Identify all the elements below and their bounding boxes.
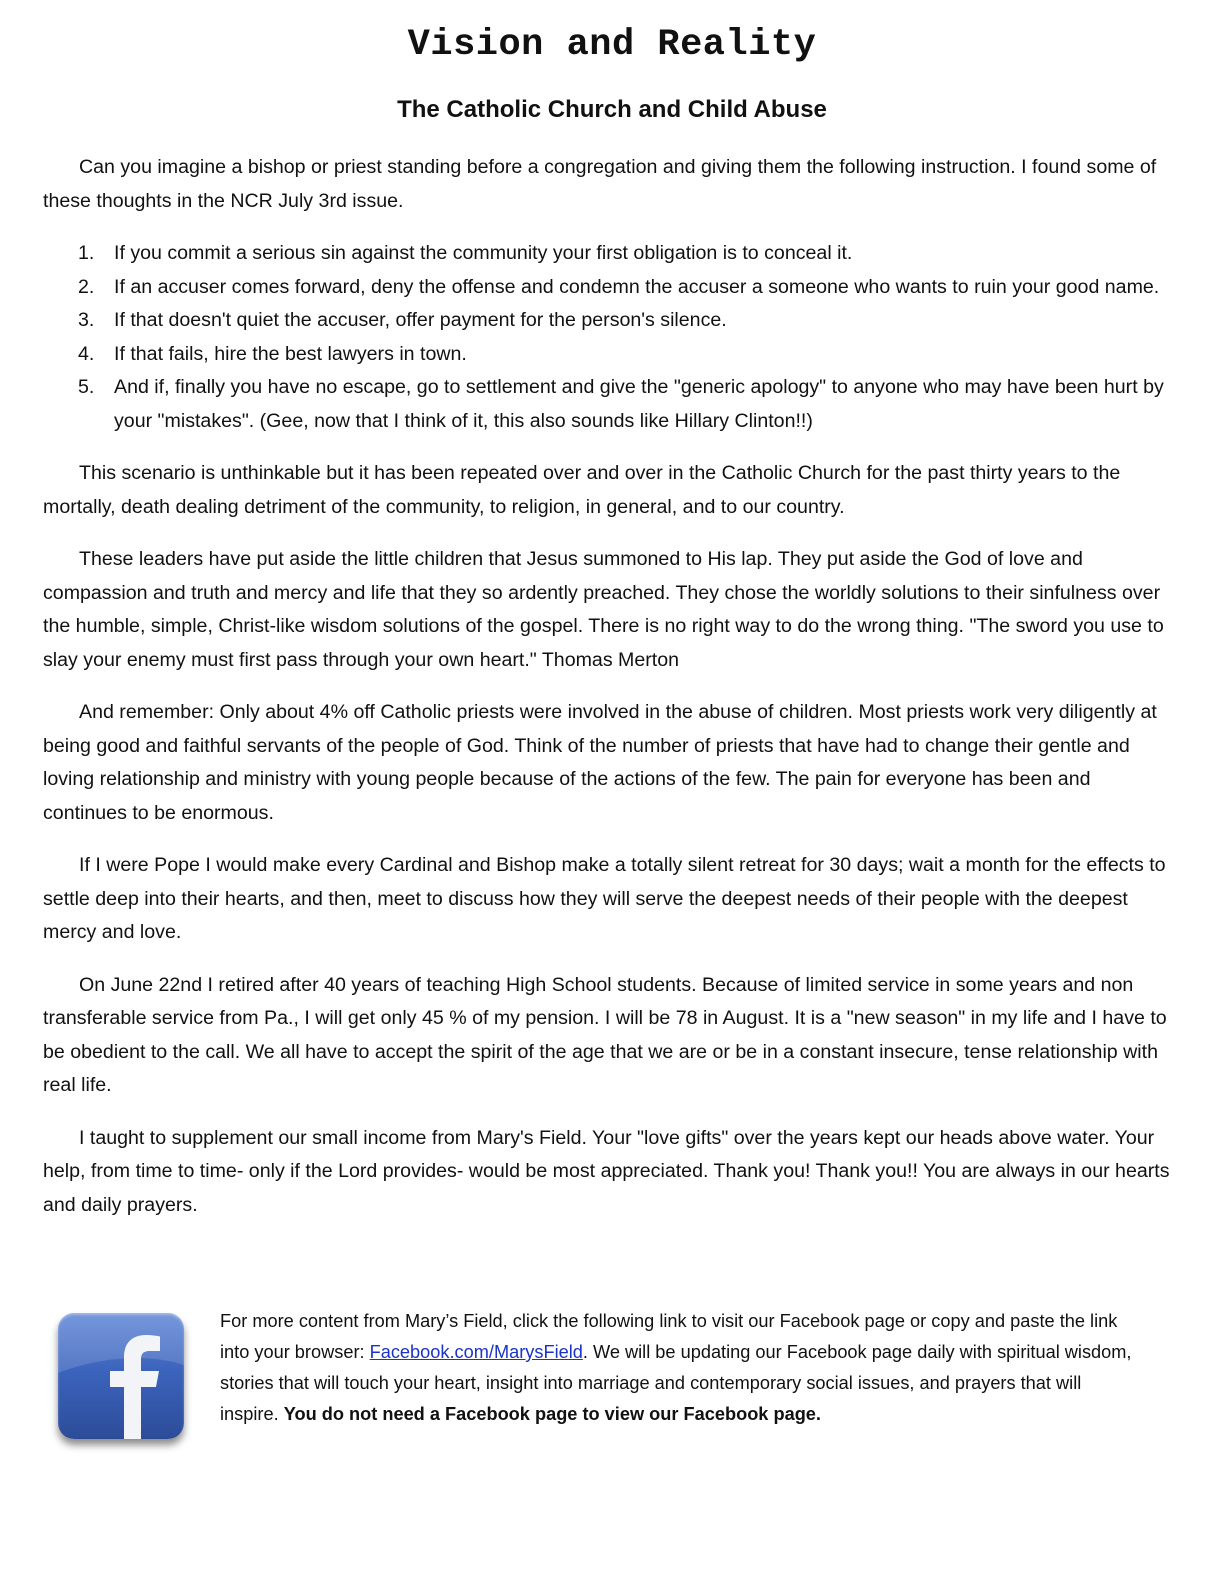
footer-text	[220, 1306, 1140, 1430]
list-item	[43, 304, 1175, 338]
list-item-text: And if, finally you have no escape, go to settlement and give the "generic apology" to anyone who may have been hurt by your "mistakes". (Gee, now that I think of it, this also sounds like Hillary Clinton!!)	[114, 376, 1164, 432]
list-item-number: 4.	[78, 342, 95, 365]
paragraph-retired: On June 22nd I retired after 40 years of teaching High School students. Because of limited service in some years and non transferable service from Pa., I will get only 45 % of my pension. I will be 78 in August. It is a "new season" in my life and I have to be obedient to the call. We all have to accept the spirit of the age that we are or be in a constant insecure, tense relationship with real life.	[43, 973, 1167, 1096]
list-item-number: 3.	[78, 309, 95, 331]
paragraph-pope: If I were Pope I would make every Cardinal and Bishop make a totally silent retreat for 30 days; wait a month for the effects to settle deep into their hearts, and then, meet to discuss how they will serve the deepest needs of their people with the deepest mercy and love.	[43, 854, 1166, 943]
page-title: Vision and Reality	[407, 24, 817, 66]
facebook-link[interactable]: Facebook.com/MarysField	[369, 1342, 583, 1362]
list-item-text: If you commit a serious sin against the community your first obligation is to conceal it.	[114, 242, 853, 264]
list-item	[43, 271, 1175, 305]
footer-text-intro: For more content from Mary’s Field, click the following link to visit our Facebook page or copy and paste the link into your browser:	[220, 1311, 1118, 1362]
paragraph-thanks: I taught to supplement our small income from Mary's Field. Your "love gifts" over the years kept our heads above water. Your help, from time to time- only if the Lord provides- would be most appreciated. Thank you! Thank you!! You are always in our hearts and daily prayers.	[43, 1126, 1170, 1216]
paragraph-remember: And remember: Only about 4% off Catholic priests were involved in the abuse of children. Most priests work very diligently at being good and faithful servants of the people of God. Think of the number of priests that have had to change their gentle and loving relationship and ministry with young people because of the actions of the few. The pain for everyone has been and continues to be enormous.	[43, 701, 1157, 824]
list-item-text: If an accuser comes forward, deny the offense and condemn the accuser a someone who wants to ruin your good name.	[114, 275, 1160, 298]
list-item-text: If that fails, hire the best lawyers in town.	[114, 342, 467, 365]
instruction-list	[43, 237, 1175, 438]
list-item-number: 1.	[78, 242, 95, 264]
list-item-number: 5.	[78, 376, 95, 398]
intro-paragraph: Can you imagine a bishop or priest standing before a congregation and giving them the following instruction. I found some of these thoughts in the NCR July 3rd issue.	[43, 156, 1157, 212]
list-item-number: 2.	[78, 275, 95, 298]
footer-text-bold-note: You do not need a Facebook page to view our Facebook page.	[283, 1404, 821, 1424]
paragraph-scenario: This scenario is unthinkable but it has been repeated over and over in the Catholic Church for the past thirty years to the mortally, death dealing detriment of the community, to religion, in general, and to our country.	[43, 462, 1121, 518]
page-subtitle: The Catholic Church and Child Abuse	[397, 96, 827, 123]
list-item	[43, 237, 1175, 271]
facebook-icon[interactable]	[58, 1313, 184, 1439]
paragraph-leaders: These leaders have put aside the little children that Jesus summoned to His lap. They put aside the God of love and compassion and truth and mercy and life that they so ardently preached. They chose the worldly solutions to their sinfulness over the humble, simple, Christ-like wisdom solutions of the gospel. There is no right way to do the wrong thing. "The sword you use to slay your enemy must first pass through your own heart." Thomas Merton	[43, 548, 1164, 671]
footer-facebook-promo	[0, 1300, 1224, 1480]
list-item	[43, 371, 1175, 438]
footer-text-details: . We will be updating our Facebook page daily with spiritual wisdom, stories that will touch your heart, insight into marriage and contemporary social issues, and prayers that will inspire.	[220, 1342, 1132, 1424]
list-item-text: If that doesn't quiet the accuser, offer payment for the person's silence.	[114, 309, 727, 331]
article-body	[43, 151, 1175, 1241]
facebook-logo-graphic	[58, 1313, 184, 1439]
list-item	[43, 338, 1175, 372]
